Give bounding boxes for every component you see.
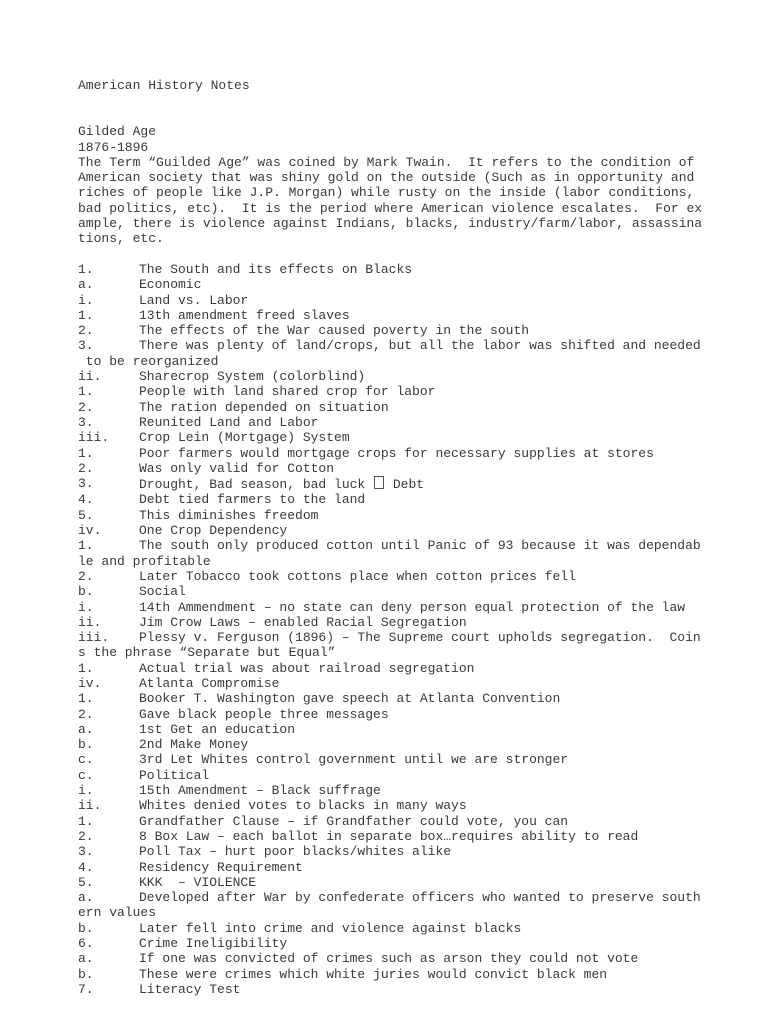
outline-text	[139, 323, 758, 338]
outline-text	[139, 921, 758, 936]
document-page	[78, 78, 758, 997]
outline-item	[78, 768, 758, 783]
outline-text-main: Jim Crow Laws – enabled Racial Segregation	[139, 614, 467, 630]
outline-text-main: 8 Box Law – each ballot in separate box…requires ability to read	[139, 828, 639, 844]
outline-marker: b.	[78, 966, 94, 982]
outline-item	[78, 538, 758, 553]
outline-marker: 2.	[78, 460, 94, 476]
outline-text-main: 1st Get an education	[139, 721, 296, 737]
outline-item	[78, 860, 758, 875]
outline-text-main: 14th Ammendment – no state can deny person equal protection of the law	[139, 599, 686, 615]
outline-text	[139, 676, 758, 691]
outline-item	[78, 584, 758, 599]
outline-text-main: These were crimes which white juries would convict black men	[139, 966, 608, 982]
outline-marker: iii.	[78, 430, 110, 446]
outline-text-main: Literacy Test	[139, 981, 241, 997]
outline-text-tail: Debt	[385, 477, 425, 493]
outline-marker: 2.	[78, 706, 94, 722]
outline-item	[78, 829, 758, 844]
outline-item	[78, 569, 758, 584]
outline-text-main: Social	[139, 584, 186, 600]
outline-text	[139, 262, 758, 277]
outline-marker: 3.	[78, 476, 94, 492]
outline-item	[78, 951, 758, 966]
outline-item	[78, 600, 758, 615]
outline-text	[139, 476, 758, 492]
outline-marker: 1.	[78, 307, 94, 323]
outline-item	[78, 262, 758, 277]
outline-text-main: Crime Ineligibility	[139, 936, 288, 952]
outline-marker: ii.	[78, 369, 102, 385]
outline-text-main: Reunited Land and Labor	[139, 414, 319, 430]
outline-text	[139, 400, 758, 415]
outline-text-main: KKK – VIOLENCE	[139, 874, 257, 890]
outline-item	[78, 844, 758, 859]
outline-text	[139, 737, 758, 752]
outline-text-main: 15th Amendment – Black suffrage	[139, 783, 381, 799]
outline-text-main: People with land shared crop for labor	[139, 384, 436, 400]
outline-text	[139, 569, 758, 584]
outline-text-main: Grandfather Clause – if Grandfather could vote, you can	[139, 813, 569, 829]
outline-marker: a.	[78, 277, 94, 293]
outline-text-main: Booker T. Washington gave speech at Atlanta Convention	[139, 691, 561, 707]
outline-text	[139, 384, 758, 399]
outline-marker: 3.	[78, 338, 94, 354]
outline-text	[139, 814, 758, 829]
outline-marker: i.	[78, 783, 94, 799]
outline-item	[78, 890, 758, 905]
outline-item	[78, 369, 758, 384]
outline-marker: 1.	[78, 691, 94, 707]
outline-text-main: Crop Lein (Mortgage) System	[139, 430, 350, 446]
outline-text	[139, 538, 758, 553]
outline-marker: iv.	[78, 523, 102, 539]
outline-text-main: Land vs. Labor	[139, 292, 249, 308]
outline-text	[139, 875, 758, 890]
outline-continuation: le and profitable	[78, 553, 211, 569]
outline-text	[139, 338, 758, 353]
outline-text-main: This diminishes freedom	[139, 507, 319, 523]
intro-line: tions, etc.	[78, 231, 164, 247]
outline-item	[78, 323, 758, 338]
outline-text-main: If one was convicted of crimes such as arson they could not vote	[139, 951, 639, 967]
outline-marker: c.	[78, 752, 94, 768]
outline-marker: 5.	[78, 507, 94, 523]
outline-marker: 3.	[78, 844, 94, 860]
outline-item	[78, 400, 758, 415]
outline-item	[78, 676, 758, 691]
outline-item	[78, 798, 758, 813]
outline-marker: 1.	[78, 445, 94, 461]
outline-item	[78, 492, 758, 507]
outline-text-main: Plessy v. Ferguson (1896) – The Supreme court upholds segregation. Coin	[139, 630, 701, 646]
outline-text	[139, 707, 758, 722]
outline-text-main: The ration depended on situation	[139, 399, 389, 415]
outline-text-main: Gave black people three messages	[139, 706, 389, 722]
outline-text-main: Actual trial was about railroad segregation	[139, 660, 475, 676]
outline-item	[78, 982, 758, 997]
outline-text	[139, 630, 758, 645]
outline-text	[139, 430, 758, 445]
outline-marker: 1.	[78, 384, 94, 400]
outline-item	[78, 446, 758, 461]
outline-item	[78, 967, 758, 982]
outline-marker: a.	[78, 951, 94, 967]
outline-marker: iii.	[78, 630, 110, 646]
outline-text-main: 13th amendment freed slaves	[139, 307, 350, 323]
outline-text	[139, 951, 758, 966]
outline-text-main: Poor farmers would mortgage crops for necessary supplies at stores	[139, 445, 654, 461]
outline-text	[139, 768, 758, 783]
outline-text	[139, 691, 758, 706]
section-years: 1876-1896	[78, 139, 149, 155]
outline-text	[139, 890, 758, 905]
outline-item	[78, 384, 758, 399]
outline-marker: a.	[78, 721, 94, 737]
intro-line: American society that was shiny gold on the outside (Such as in opportunity and	[78, 170, 695, 186]
outline-item	[78, 661, 758, 676]
outline-marker: 1.	[78, 261, 94, 277]
outline-text-main: Economic	[139, 277, 202, 293]
outline-text-main: Atlanta Compromise	[139, 675, 280, 691]
outline-text-main: Whites denied votes to blacks in many ways	[139, 798, 467, 814]
outline-text	[139, 508, 758, 523]
outline-marker: 2.	[78, 828, 94, 844]
outline-text	[139, 461, 758, 476]
outline-text	[139, 967, 758, 982]
intro-line: bad politics, etc). It is the period where American violence escalates. For ex	[78, 200, 703, 216]
outline-text	[139, 584, 758, 599]
outline-text-main: Later fell into crime and violence against blacks	[139, 920, 522, 936]
outline-text	[139, 615, 758, 630]
outline-item	[78, 722, 758, 737]
intro-line: riches of people like J.P. Morgan) while rusty on the inside (labor conditions,	[78, 185, 695, 201]
outline-item	[78, 308, 758, 323]
outline-text	[139, 661, 758, 676]
outline-marker: 4.	[78, 859, 94, 875]
outline-text	[139, 492, 758, 507]
outline-text-main: Sharecrop System (colorblind)	[139, 369, 366, 385]
outline-item	[78, 752, 758, 767]
outline-text-main: There was plenty of land/crops, but all the labor was shifted and needed	[139, 338, 701, 354]
outline-item	[78, 476, 758, 492]
outline-marker: 2.	[78, 568, 94, 584]
outline-item	[78, 293, 758, 308]
outline-marker: 5.	[78, 874, 94, 890]
outline-text	[139, 415, 758, 430]
outline-item	[78, 921, 758, 936]
outline-text	[139, 798, 758, 813]
outline-text	[139, 600, 758, 615]
outline-text-main: Was only valid for Cotton	[139, 460, 335, 476]
intro-line: The Term “Guilded Age” was coined by Mark Twain. It refers to the condition of	[78, 154, 695, 170]
outline-item	[78, 338, 758, 353]
outline-marker: 4.	[78, 492, 94, 508]
outline-marker: i.	[78, 599, 94, 615]
outline-text-main: The effects of the War caused poverty in the south	[139, 323, 530, 339]
outline-text	[139, 369, 758, 384]
outline-marker: i.	[78, 292, 94, 308]
outline-marker: b.	[78, 737, 94, 753]
outline-marker: b.	[78, 584, 94, 600]
outline-item	[78, 508, 758, 523]
outline-marker: 2.	[78, 399, 94, 415]
outline-marker: 1.	[78, 660, 94, 676]
outline-text	[139, 844, 758, 859]
outline-item	[78, 277, 758, 292]
outline-marker: 2.	[78, 323, 94, 339]
intro-line: ample, there is violence against Indians, blacks, industry/farm/labor, assassina	[78, 216, 703, 232]
outline-marker: c.	[78, 767, 94, 783]
outline-text-main: 3rd Let Whites control government until we are stronger	[139, 752, 569, 768]
outline-item	[78, 814, 758, 829]
outline-item	[78, 430, 758, 445]
outline-text	[139, 783, 758, 798]
outline-marker: a.	[78, 890, 94, 906]
outline-text	[139, 936, 758, 951]
outline-text	[139, 308, 758, 323]
outline-item	[78, 415, 758, 430]
outline-item	[78, 783, 758, 798]
outline-continuation: ern values	[78, 905, 157, 921]
outline-item	[78, 691, 758, 706]
outline-item	[78, 875, 758, 890]
outline-list	[78, 262, 758, 997]
outline-text-main: 2nd Make Money	[139, 737, 249, 753]
outline-text-main: One Crop Dependency	[139, 523, 288, 539]
outline-text	[139, 277, 758, 292]
outline-marker: iv.	[78, 675, 102, 691]
outline-item	[78, 523, 758, 538]
outline-text	[139, 752, 758, 767]
outline-text	[139, 722, 758, 737]
outline-item	[78, 630, 758, 645]
outline-marker: 6.	[78, 936, 94, 952]
outline-continuation: s the phrase “Separate but Equal”	[78, 645, 336, 661]
intro-paragraph	[78, 155, 758, 247]
outline-item	[78, 461, 758, 476]
outline-text-main: Drought, Bad season, bad luck	[139, 477, 374, 493]
missing-glyph-icon	[374, 476, 384, 489]
outline-item	[78, 737, 758, 752]
outline-text-main: Residency Requirement	[139, 859, 303, 875]
outline-text-main: Developed after War by confederate officers who wanted to preserve south	[139, 890, 701, 906]
outline-marker: 1.	[78, 538, 94, 554]
outline-continuation: to be reorganized	[78, 353, 219, 369]
outline-marker: ii.	[78, 614, 102, 630]
document-title: American History Notes	[78, 78, 250, 93]
outline-marker: ii.	[78, 798, 102, 814]
outline-text-main: Political	[139, 767, 210, 783]
outline-text	[139, 446, 758, 461]
outline-text-main: The South and its effects on Blacks	[139, 261, 413, 277]
outline-text	[139, 523, 758, 538]
outline-text-main: The south only produced cotton until Panic of 93 because it was dependab	[139, 538, 701, 554]
outline-text-main: Later Tobacco took cottons place when cotton prices fell	[139, 568, 576, 584]
outline-text-main: Debt tied farmers to the land	[139, 492, 366, 508]
outline-item	[78, 936, 758, 951]
outline-text-main: Poll Tax – hurt poor blacks/whites alike	[139, 844, 452, 860]
outline-item	[78, 615, 758, 630]
outline-text	[139, 982, 758, 997]
outline-text	[139, 860, 758, 875]
outline-text	[139, 293, 758, 308]
outline-marker: 3.	[78, 414, 94, 430]
outline-text	[139, 829, 758, 844]
outline-marker: 7.	[78, 981, 94, 997]
outline-marker: b.	[78, 920, 94, 936]
section-heading: Gilded Age	[78, 124, 157, 140]
outline-item	[78, 707, 758, 722]
outline-marker: 1.	[78, 813, 94, 829]
